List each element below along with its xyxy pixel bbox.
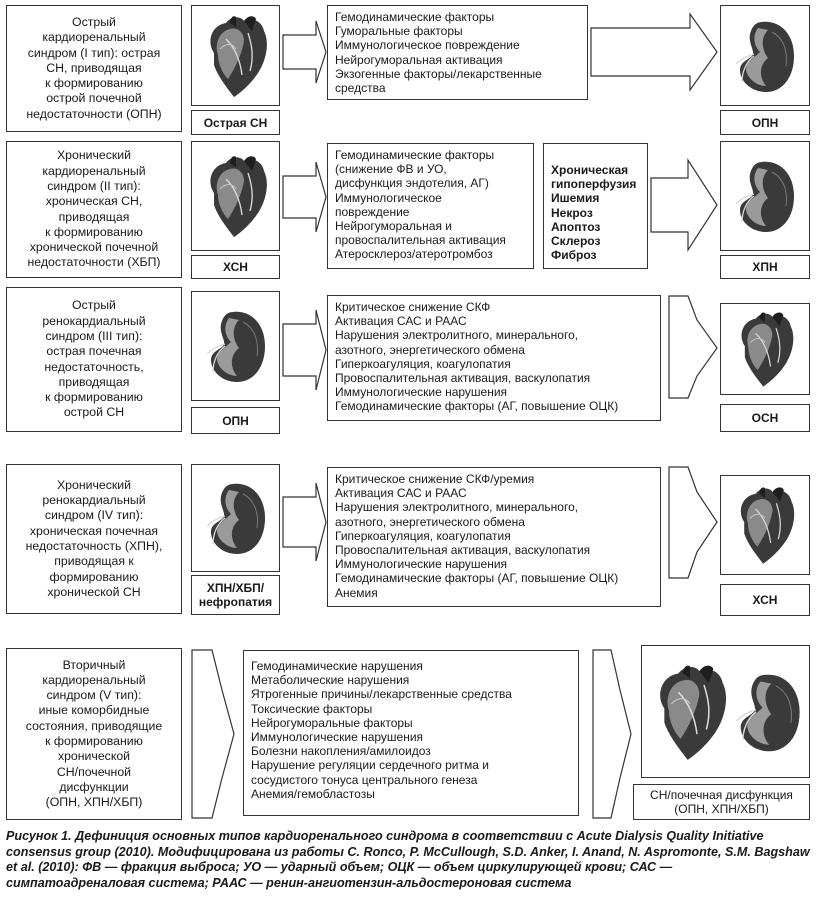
- factor-item: Гемодинамические факторы (снижение ФВ и УО, дисфункция эндотелия, АГ): [335, 148, 495, 191]
- row3-output-label: ОСН: [720, 404, 810, 432]
- factor-item: Критическое снижение СКФ/уремия: [335, 472, 535, 486]
- factor-item: Анемия: [335, 585, 378, 600]
- factor-item: Иммунологическое повреждение: [335, 38, 520, 53]
- factor-item: Болезни накопления/амилоидоз: [251, 744, 431, 759]
- factor-item: Гемодинамические нарушения: [251, 659, 423, 673]
- heart-icon: [200, 151, 272, 241]
- factor-item: Активация САС и РААС: [335, 486, 467, 501]
- factor-item: Нейрогуморальные факторы: [251, 715, 413, 730]
- factor-item: Иммунологические нарушения: [335, 385, 508, 400]
- mechanism-item: Склероз: [551, 234, 601, 249]
- factor-item: Гемодинамические факторы: [335, 10, 495, 24]
- factor-item: Активация САС и РААС: [335, 314, 467, 329]
- factor-item: Токсические факторы: [251, 701, 373, 716]
- heart-icon: [648, 653, 732, 771]
- row2-output-image: [720, 141, 810, 251]
- row3-factors: [327, 295, 661, 421]
- row2-input-label: ХСН: [191, 255, 280, 279]
- row1-description: Острый кардиоренальный синдром (I тип): острая СН, приводящая к формированию острой почечной недостаточности (ОПН): [6, 5, 182, 132]
- factor-item: Иммунологическое повреждение: [335, 190, 442, 219]
- mechanism-item: Апоптоз: [551, 219, 601, 234]
- factor-item: Экзогенные факторы/лекарственные средства: [335, 66, 542, 96]
- factor-item: Нарушения электролитного, минерального, азотного, энергетического обмена: [335, 328, 579, 357]
- factor-item: Нарушения электролитного, минерального, азотного, энергетического обмена: [335, 500, 579, 529]
- kidney-icon: [203, 473, 269, 563]
- heart-icon: [732, 309, 798, 389]
- mechanism-item: Фиброз: [551, 248, 597, 263]
- factor-item: Анемия/гемобластозы: [251, 786, 375, 801]
- factor-item: Иммунологические нарушения: [251, 730, 424, 745]
- factor-item: Ятрогенные причины/лекарственные средства: [251, 687, 512, 702]
- factor-item: Гуморальные факторы: [335, 24, 463, 39]
- row3-input-image: [191, 291, 280, 401]
- factor-item: Иммунологические нарушения: [335, 557, 508, 572]
- row2-mechanisms: [543, 143, 648, 269]
- factor-item: Нейрогуморальная активация: [335, 52, 503, 67]
- row3-output-image: [720, 303, 810, 395]
- heart-icon: [731, 483, 799, 567]
- kidney-icon: [732, 16, 798, 96]
- kidney-icon: [732, 662, 804, 762]
- row1-input-label: Острая СН: [191, 110, 280, 135]
- factor-item: Гемодинамические факторы (АГ, повышение ОЦК): [335, 571, 619, 586]
- kidney-icon: [203, 300, 269, 392]
- row4-input-label: ХПН/ХБП/ нефропатия: [191, 575, 280, 615]
- factor-item: Метаболические нарушения: [251, 673, 410, 688]
- factor-item: Гемодинамические факторы (АГ, повышение ОЦК): [335, 399, 619, 414]
- row5-description: Вторичный кардиоренальный синдром (V тип): иные коморбидные состояния, приводящие к формированию хронической СН/почечной дисфункции (ОПН, ХПН/ХБП): [6, 648, 182, 820]
- row3-description: Острый ренокардиальный синдром (III тип): острая почечная недостаточность, приводящая к формированию острой СН: [6, 287, 182, 432]
- row4-input-image: [191, 464, 280, 572]
- row5-output-image: [641, 645, 810, 778]
- row1-factors: [327, 5, 588, 100]
- factor-item: Гиперкоагуляция, коагулопатия: [335, 356, 511, 371]
- row2-description: Хронический кардиоренальный синдром (II тип): хроническая СН, приводящая к формированию хронической почечной недостаточности (ХБП): [6, 141, 182, 278]
- row1-input-image: [191, 5, 280, 106]
- factor-item: Гиперкоагуляция, коагулопатия: [335, 528, 511, 543]
- row2-output-label: ХПН: [720, 255, 810, 279]
- row4-description: Хронический ренокардиальный синдром (IV тип): хроническая почечная недостаточность (ХПН), приводящая к формированию хронической СН: [6, 464, 182, 614]
- row5-output-label: СН/почечная дисфункция (ОПН, ХПН/ХБП): [633, 784, 810, 820]
- mechanism-item: Некроз: [551, 205, 593, 220]
- figure-caption: Рисунок 1. Дефиниция основных типов кардиоренального синдрома в соответствии с Acute Dialysis Quality Initiative consensus group (2010). Модифицирована из работы C. Ronco, P. McCullough, S.D. Anker, I. Anand, N. Aspromonte, S.M. Bagshaw et al. (2010): ФВ — фракция выброса; УО — ударный объем; ОЦК — объем циркулирующей крови; САС — симпатоадреналовая система; РААС — ренин-ангиотензин-альдостероновая система: [6, 829, 810, 890]
- kidney-icon: [732, 155, 798, 237]
- row4-output-label: ХСН: [720, 584, 810, 616]
- row1-output-image: [720, 5, 810, 106]
- row2-input-image: [191, 141, 280, 251]
- factor-item: Нарушение регуляции сердечного ритма и сосудистого тонуса центрального генеза: [251, 758, 489, 787]
- mechanism-item: Хроническая гипоперфузия: [551, 163, 637, 192]
- factor-item: Провоспалительная активация, васкулопатия: [335, 371, 591, 386]
- mechanism-item: Ишемия: [551, 191, 600, 206]
- row1-output-label: ОПН: [720, 110, 810, 135]
- factor-item: Атеросклероз/атеротромбоз: [335, 247, 493, 262]
- row4-factors: [327, 467, 661, 607]
- row4-output-image: [720, 475, 810, 575]
- factor-item: Нейрогуморальная и провоспалительная активация: [335, 219, 506, 248]
- row2-factors: [327, 143, 534, 269]
- factor-item: Критическое снижение СКФ: [335, 300, 491, 314]
- factor-item: Провоспалительная активация, васкулопатия: [335, 543, 591, 558]
- heart-icon: [200, 13, 272, 99]
- row3-input-label: ОПН: [191, 407, 280, 434]
- row5-factors: [243, 650, 579, 816]
